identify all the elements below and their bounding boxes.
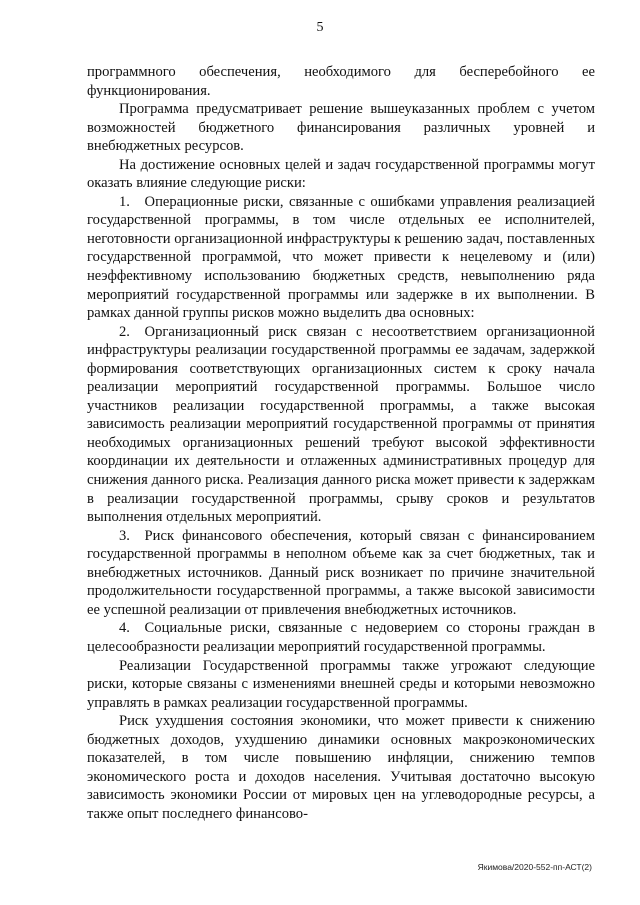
list-item-financial-risk: 3. Риск финансового обеспечения, который связан с финансированием государственной программы в неполном объеме как за счет бюджетных, так и внебюджетных источников. Данный риск возникает по причине значительной продолжительности государственной программы, а также высокой зависимости ее успешной реализации от привлечения внебюджетных источников. bbox=[87, 527, 595, 618]
paragraph-continuation: программного обеспечения, необходимого для бесперебойного ее функционирования. bbox=[87, 64, 595, 99]
paragraph-economic-risk: Риск ухудшения состояния экономики, что может привести к снижению бюджетных доходов, ухудшению динамики основных макроэкономических показателей, в том числе повышению инфляции, снижению темпов экономического роста и доходов населения. Учитывая достаточно высокую зависимость экономики России от мировых цен на углеводородные ресурсы, а также опыт последнего финансово- bbox=[87, 713, 595, 822]
list-item-social-risks: 4. Социальные риски, связанные с недоверием со стороны граждан в целесообразности реализации мероприятий государственной программы. bbox=[87, 620, 595, 655]
paragraph-program-solution: Программа предусматривает решение вышеуказанных проблем с учетом возможностей бюджетного финансирования различных уровней и внебюджетных ресурсов. bbox=[87, 101, 595, 155]
list-item-organizational-risk: 2. Организационный риск связан с несоответствием организационной инфраструктуры реализации государственной программы ее задачам, задержкой формирования соответствующих организационных систем к сроку начала реализации мероприятий государственной программы. Большое число участников реализации государственной программы, а также высокая зависимость реализации мероприятий государственной программы от принятия необходимых организационных решений требуют высокой эффективности координации их деятельности и отлаженных административных процедур для снижения данного риска. Реализация данного риска может привести к задержкам в реализации государственной программы, срыву сроков и результатов выполнения отдельных мероприятий. bbox=[87, 323, 595, 526]
paragraph-risks-intro: На достижение основных целей и задач государственной программы могут оказать влияние следующие риски: bbox=[87, 156, 595, 192]
page-number: 5 bbox=[316, 20, 324, 35]
document-reference: Якимова/2020-552-пп-АСТ(2) bbox=[477, 862, 592, 872]
paragraph-external-risks: Реализации Государственной программы также угрожают следующие риски, которые связаны с изменениями внешней среды и которыми невозможно управлять в рамках реализации государственной программы. bbox=[87, 657, 595, 711]
document-body bbox=[87, 63, 595, 823]
list-item-operational-risks: 1. Операционные риски, связанные с ошибками управления реализацией государственной программы, в том числе отдельных ее исполнителей, неготовности организационной инфраструктуры к решению задач, поставленных государственной программой, что может привести к нецелевому и (или) неэффективному использованию бюджетных средств, невыполнению ряда мероприятий государственной программы или задержке в их выполнении. В рамках данной группы рисков можно выделить два основных: bbox=[87, 193, 595, 322]
